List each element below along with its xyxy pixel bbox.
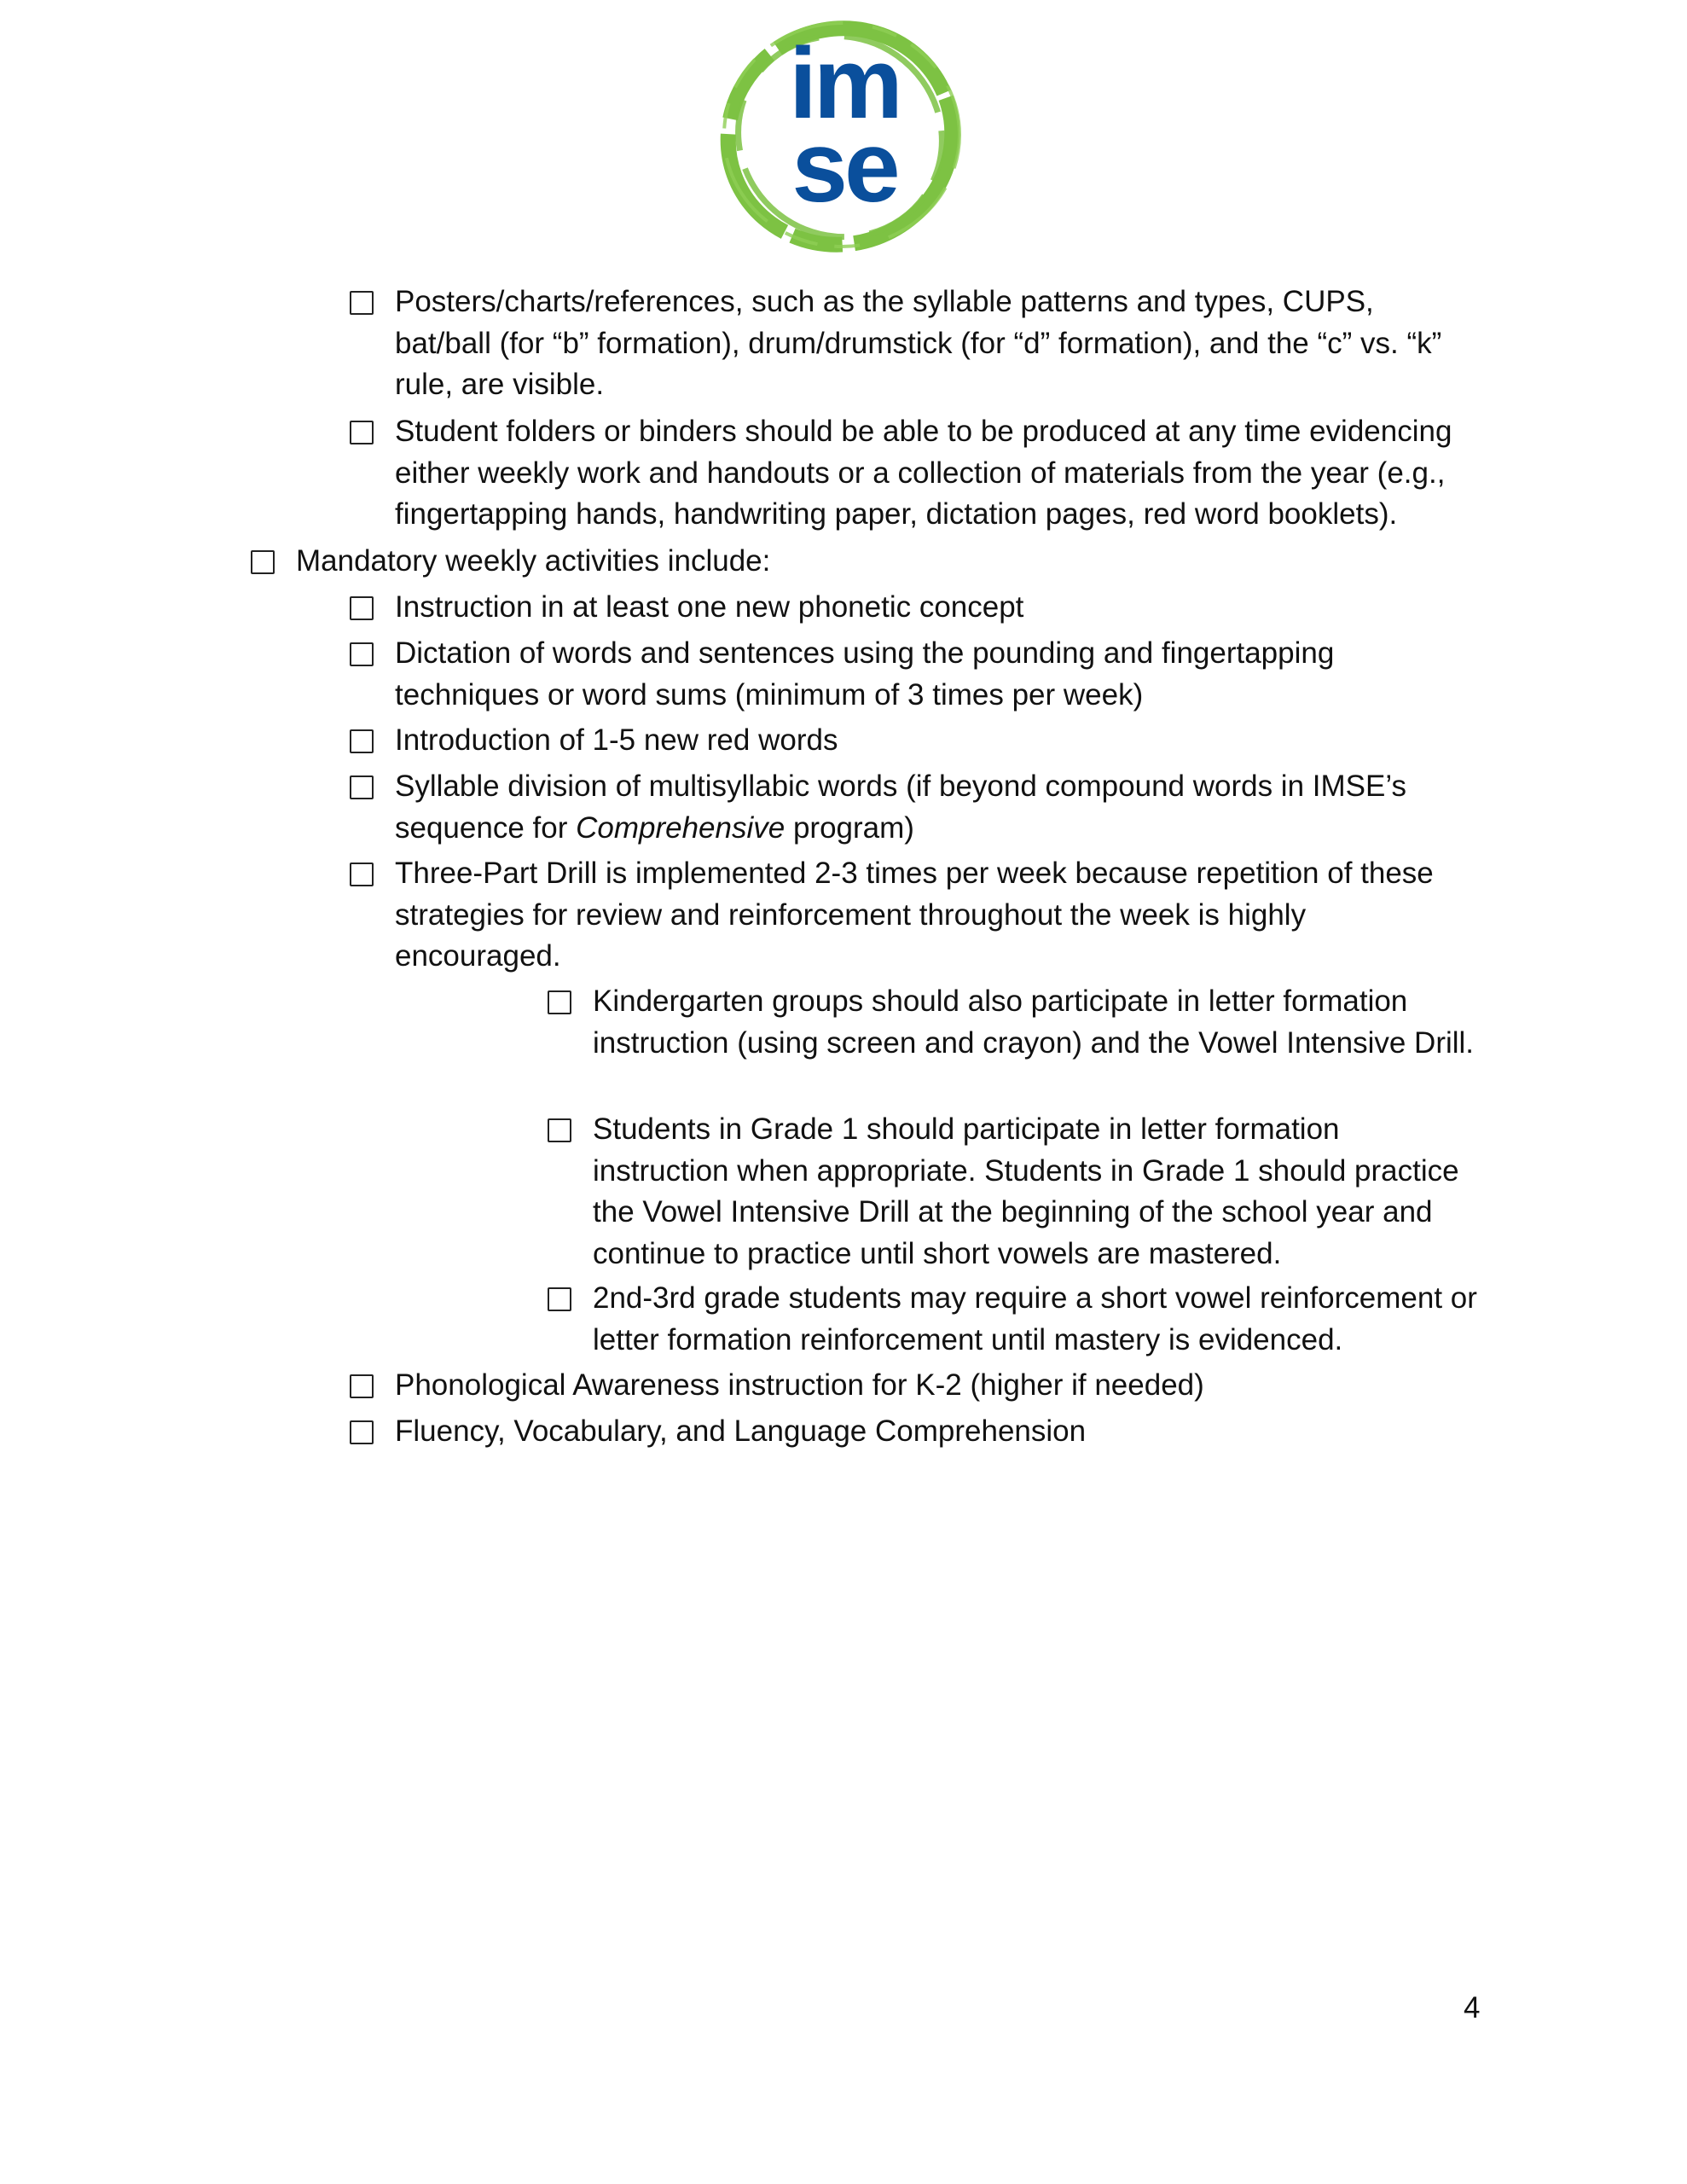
- checklist-item-text-italic: Comprehensive: [576, 810, 786, 845]
- checklist-item: [296, 541, 1490, 583]
- checkbox[interactable]: [350, 421, 374, 444]
- checklist-item: [593, 1109, 1480, 1275]
- checkbox[interactable]: [350, 863, 374, 886]
- checkbox[interactable]: [350, 291, 374, 315]
- checklist-item-text: 2nd-3rd grade students may require a short vowel reinforcement or letter formation reinforcement until mastery is evidenced.: [593, 1281, 1477, 1356]
- checklist-item-text: Posters/charts/references, such as the syllable patterns and types, CUPS, bat/ball (for “b” formation), drum/drumstick (for “d” formation), and the “c” vs. “k” rule, are visible.: [395, 285, 1442, 401]
- checkbox[interactable]: [548, 990, 571, 1014]
- checklist-item-text: Mandatory weekly activities include:: [296, 544, 771, 578]
- checkbox[interactable]: [350, 642, 374, 666]
- checklist-item-text: Instruction in at least one new phonetic concept: [395, 590, 1024, 624]
- checkbox[interactable]: [350, 1420, 374, 1444]
- checkbox[interactable]: [548, 1287, 571, 1311]
- checklist-item: [593, 1278, 1480, 1361]
- checkbox[interactable]: [548, 1118, 571, 1142]
- checkbox[interactable]: [350, 775, 374, 799]
- checkbox[interactable]: [350, 596, 374, 620]
- checkbox[interactable]: [350, 1374, 374, 1398]
- checklist-item-text: Kindergarten groups should also participate in letter formation instruction (using screen and crayon) and the Vowel Intensive Drill.: [593, 985, 1475, 1060]
- checklist-item: [593, 981, 1480, 1064]
- checkbox[interactable]: [251, 550, 275, 574]
- checklist-item-text: Dictation of words and sentences using the pounding and fingertapping techniques or word sums (minimum of 3 times per week): [395, 636, 1335, 712]
- checklist-item-text-before: Syllable division of multisyllabic words (if beyond compound words in IMSE’s sequence for: [395, 770, 1406, 845]
- checklist-item: [395, 411, 1478, 536]
- checklist-item: [395, 766, 1478, 849]
- checkbox[interactable]: [350, 729, 374, 753]
- checklist-item: [395, 853, 1478, 978]
- checklist-item: [395, 587, 1478, 629]
- checklist-item: [395, 633, 1478, 716]
- checklist-item-text: Fluency, Vocabulary, and Language Comprehension: [395, 1414, 1087, 1448]
- checklist-item-text: Phonological Awareness instruction for K-2 (higher if needed): [395, 1368, 1204, 1402]
- checklist-item-text: Introduction of 1-5 new red words: [395, 723, 838, 757]
- checklist-item-text: Students in Grade 1 should participate in letter formation instruction when appropriate. Students in Grade 1 should practice the Vowel Intensive Drill at the beginning of the school year and continue to practice until short vowels are mastered.: [593, 1112, 1459, 1270]
- logo-text-top: im: [789, 27, 900, 140]
- checklist-item: [395, 1365, 1478, 1407]
- logo-text-bottom: se: [791, 111, 897, 224]
- checklist-item: [395, 1411, 1478, 1453]
- imse-logo: [716, 15, 964, 254]
- checklist-item: [395, 282, 1478, 406]
- checklist-item-text: Three-Part Drill is implemented 2-3 times per week because repetition of these strategies for review and reinforcement throughout the week is highly encouraged.: [395, 857, 1434, 973]
- checklist-item-text-after: program): [785, 810, 914, 845]
- page-number: 4: [1464, 1991, 1481, 2024]
- checklist-item-text: Student folders or binders should be able to be produced at any time evidencing either weekly work and handouts or a collection of materials from the year (e.g., fingertapping hands, handwriting paper, dictation pages, red word booklets).: [395, 415, 1452, 531]
- checklist-item: [395, 720, 1478, 762]
